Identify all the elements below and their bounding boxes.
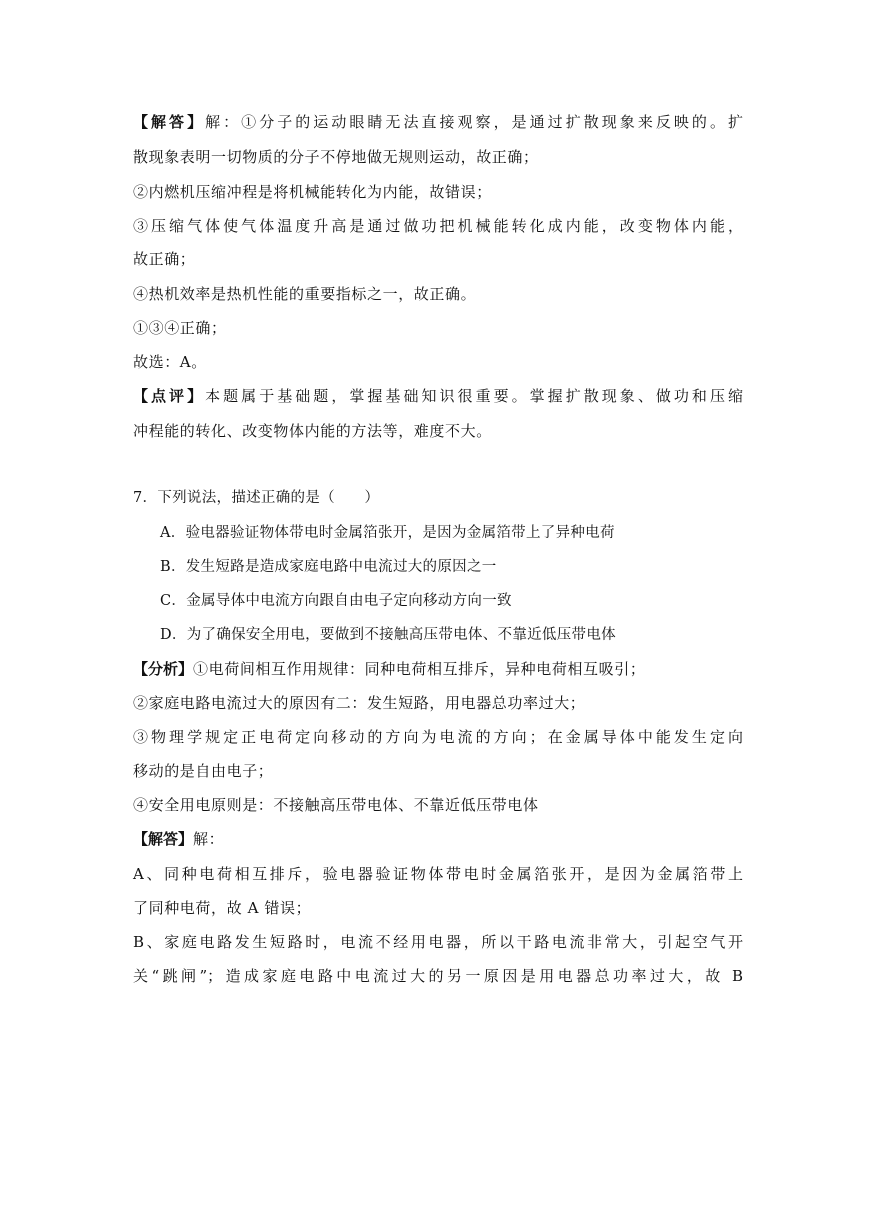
- answer-line-6: ④热机效率是热机性能的重要指标之一，故正确。: [133, 285, 477, 303]
- analysis-line-3: ③物理学规定正电荷定向移动的方向为电流的方向；在金属导体中能发生定向: [133, 728, 743, 746]
- question-stem: 7．下列说法，描述正确的是（ ）: [133, 490, 380, 506]
- answer7-line-2: 了同种电荷，故 A 错误；: [133, 899, 312, 917]
- answer7-line-3: B、家庭电路发生短路时，电流不经用电器，所以干路电流非常大，引起空气开: [133, 933, 743, 951]
- answer7-lead: 解：: [193, 830, 225, 848]
- analysis-line-2: ②家庭电路电流过大的原因有二：发生短路，用电器总功率过大；: [133, 694, 586, 712]
- option-d: D．为了确保安全用电，要做到不接触高压带电体、不靠近低压带电体: [160, 627, 616, 643]
- answer-line-3: ②内燃机压缩冲程是将机械能转化为内能，故错误；: [133, 183, 492, 201]
- analysis-text: ①电荷间相互作用规律：同种电荷相互排斥，异种电荷相互吸引；: [193, 660, 646, 678]
- analysis-line-4: 移动的是自由电子；: [133, 762, 274, 780]
- option-b: B．发生短路是造成家庭电路中电流过大的原因之一: [160, 559, 497, 575]
- answer-line-7: ①③④正确；: [133, 319, 227, 337]
- answer-line-8: 故选：A。: [133, 353, 207, 371]
- analysis-line-5: ④安全用电原则是：不接触高压带电体、不靠近低压带电体: [133, 796, 539, 814]
- answer-text: 解：①分子的运动眼睛无法直接观察，是通过扩散现象来反映的。扩: [205, 113, 743, 131]
- comment-text: 本题属于基础题，掌握基础知识很重要。掌握扩散现象、做功和压缩: [205, 387, 743, 405]
- answer7-line-1: A、同种电荷相互排斥，验电器验证物体带电时金属箔张开，是因为金属箔带上: [133, 865, 743, 883]
- answer-line-2: 散现象表明一切物质的分子不停地做无规则运动，故正确；: [133, 148, 539, 166]
- answer-line-4: ③压缩气体使气体温度升高是通过做功把机械能转化成内能，改变物体内能，: [133, 217, 743, 235]
- option-a: A．验电器验证物体带电时金属箔张开，是因为金属箔带上了异种电荷: [160, 525, 615, 541]
- answer7-line-0: [133, 829, 743, 849]
- answer-tag: 【解答】: [133, 113, 206, 131]
- comment-line-2: 冲程能的转化、改变物体内能的方法等，难度不大。: [133, 422, 492, 440]
- option-c: C．金属导体中电流方向跟自由电子定向移动方向一致: [160, 593, 512, 609]
- comment-tag: 【点评】: [133, 387, 206, 405]
- answer7-tag: 【解答】: [133, 830, 194, 848]
- comment-line-1: [133, 386, 743, 406]
- analysis-tag: 【分析】: [133, 660, 194, 678]
- analysis-line-1: [133, 659, 743, 679]
- answer7-line-4: 关“跳闸”；造成家庭电路中电流过大的另一原因是用电器总功率过大，故 B: [133, 967, 743, 985]
- answer-line-5: 故正确；: [133, 250, 196, 268]
- answer-line-1: [133, 112, 743, 132]
